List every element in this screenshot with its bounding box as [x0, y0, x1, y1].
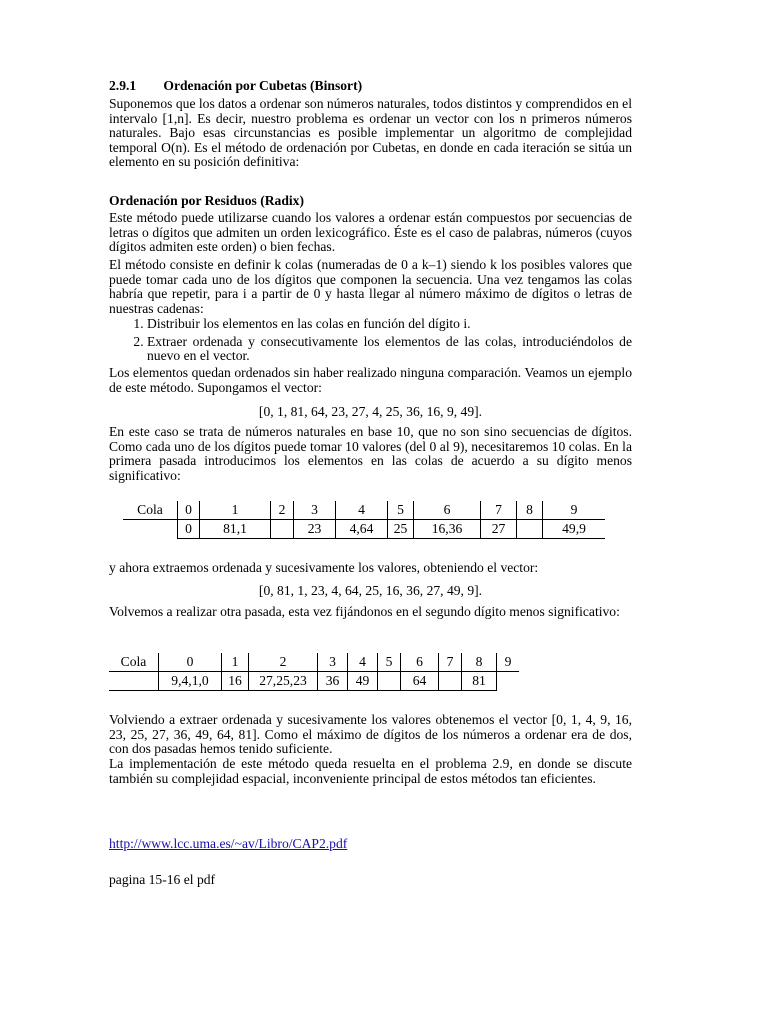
table-value-cell: 9,4,1,0	[159, 672, 222, 691]
paragraph-binsort: Suponemos que los datos a ordenar son números naturales, todos distintos y comprendidos en el intervalo [1,n]. Es decir, nuestro problema es ordenar un vector con los n primeros números naturales. Bajo esas circunstancias es posible implementar un algoritmo de complejidad temporal O(n). Es el método de ordenación por Cubetas, en donde en cada iteración se sitúa un elemento en su posición definitiva:	[109, 96, 632, 170]
table-value-cell: 49,9	[543, 520, 606, 539]
table-value-cell: 27	[481, 520, 517, 539]
table-header-cell: 6	[401, 653, 439, 672]
subtitle-radix: Ordenación por Residuos (Radix)	[109, 193, 304, 208]
table-value-cell: 49	[348, 672, 378, 691]
queue-table-pass-2	[109, 653, 519, 691]
vector-initial: [0, 1, 81, 64, 23, 27, 4, 25, 36, 16, 9, 49].	[258, 404, 483, 419]
table-header-cell: 2	[271, 501, 294, 520]
table-blank-cell	[123, 520, 178, 539]
table-header-cell: 5	[388, 501, 414, 520]
source-link[interactable]: http://www.lcc.uma.es/~av/Libro/CAP2.pdf	[109, 836, 348, 851]
table-value-cell: 25	[388, 520, 414, 539]
paragraph-implementation: La implementación de este método queda resuelta en el problema 2.9, en donde se discute también su complejidad espacial, inconveniente principal de estos métodos tan eficientes.	[109, 756, 632, 786]
table-header-cell: 3	[294, 501, 336, 520]
steps-list	[109, 317, 632, 364]
table-value-cell	[517, 520, 543, 539]
table-header-cell: 1	[222, 653, 249, 672]
table-value-cell: 16,36	[414, 520, 481, 539]
table-header-cell: 7	[439, 653, 462, 672]
table-header-cell: 0	[159, 653, 222, 672]
queue-table-pass-1	[123, 501, 605, 539]
page-reference-note: pagina 15-16 el pdf	[109, 872, 216, 887]
table-header-cell: 4	[348, 653, 378, 672]
table-value-cell	[271, 520, 294, 539]
paragraph-result: Volviendo a extraer ordenada y sucesivamente los valores obtenemos el vector [0, 1, 4, 9, 16, 23, 25, 27, 36, 49, 64, 81]. Como el máximo de dígitos de los números a ordenar era de dos, con dos pasadas hemos tenido suficiente.	[109, 712, 632, 757]
table-header-cell: 9	[497, 653, 520, 672]
table-header-cell: 8	[517, 501, 543, 520]
table-header-cell: 6	[414, 501, 481, 520]
table-label: Cola	[109, 653, 159, 672]
table-value-cell	[378, 672, 401, 691]
table-header-cell: 7	[481, 501, 517, 520]
table-header-cell: 4	[336, 501, 388, 520]
paragraph-radix-intro: Este método puede utilizarse cuando los valores a ordenar están compuestos por secuencias de letras o dígitos que admiten un orden lexicográfico. Éste es el caso de palabras, números (cuyos dígitos admiten este orden) o bien fechas.	[109, 210, 632, 255]
table-value-cell	[497, 672, 520, 691]
table-header-cell: 1	[200, 501, 271, 520]
table-value-cell: 23	[294, 520, 336, 539]
table-value-cell: 81,1	[200, 520, 271, 539]
step-item: 2. Extraer ordenada y consecutivamente los elementos de las colas, introduciéndolos de nuevo en el vector.	[147, 335, 632, 364]
table-value-cell: 36	[318, 672, 348, 691]
table-value-cell	[439, 672, 462, 691]
table-header-cell: 2	[249, 653, 318, 672]
table-header-cell: 8	[462, 653, 497, 672]
table-header-cell: 9	[543, 501, 606, 520]
table-label: Cola	[123, 501, 178, 520]
table-header-cell: 0	[178, 501, 200, 520]
paragraph-second-pass: Volvemos a realizar otra pasada, esta vez fijándonos en el segundo dígito menos significativo:	[109, 604, 620, 619]
table-blank-cell	[109, 672, 159, 691]
paragraph-extract: y ahora extraemos ordenada y sucesivamente los valores, obteniendo el vector:	[109, 560, 539, 575]
paragraph-first-pass: En este caso se trata de números naturales en base 10, que no son sino secuencias de dígitos. Como cada uno de los dígitos puede tomar 10 valores (del 0 al 9), necesitaremos 10 colas. En la primera pasada introducimos los elementos en las colas de acuerdo a su dígito menos significativo:	[109, 424, 632, 483]
table-value-cell: 16	[222, 672, 249, 691]
table-value-cell: 0	[178, 520, 200, 539]
vector-after-pass-1: [0, 81, 1, 23, 4, 64, 25, 16, 36, 27, 49, 9].	[258, 583, 483, 598]
step-item: 1. Distribuir los elementos en las colas en función del dígito i.	[147, 317, 632, 332]
table-header-cell: 3	[318, 653, 348, 672]
paragraph-example: Los elementos quedan ordenados sin haber realizado ninguna comparación. Veamos un ejemplo de este método. Supongamos el vector:	[109, 365, 632, 395]
section-title: 2.9.1 Ordenación por Cubetas (Binsort)	[109, 78, 363, 93]
table-value-cell: 27,25,23	[249, 672, 318, 691]
table-header-cell: 5	[378, 653, 401, 672]
table-value-cell: 81	[462, 672, 497, 691]
paragraph-radix-method: El método consiste en definir k colas (numeradas de 0 a k–1) siendo k los posibles valores que puede tomar cada uno de los dígitos que componen la secuencia. Una vez tengamos las colas habría que repetir, para i a partir de 0 y hasta llegar al número máximo de dígitos o letras de nuestras cadenas:	[109, 257, 632, 316]
table-value-cell: 4,64	[336, 520, 388, 539]
table-value-cell: 64	[401, 672, 439, 691]
